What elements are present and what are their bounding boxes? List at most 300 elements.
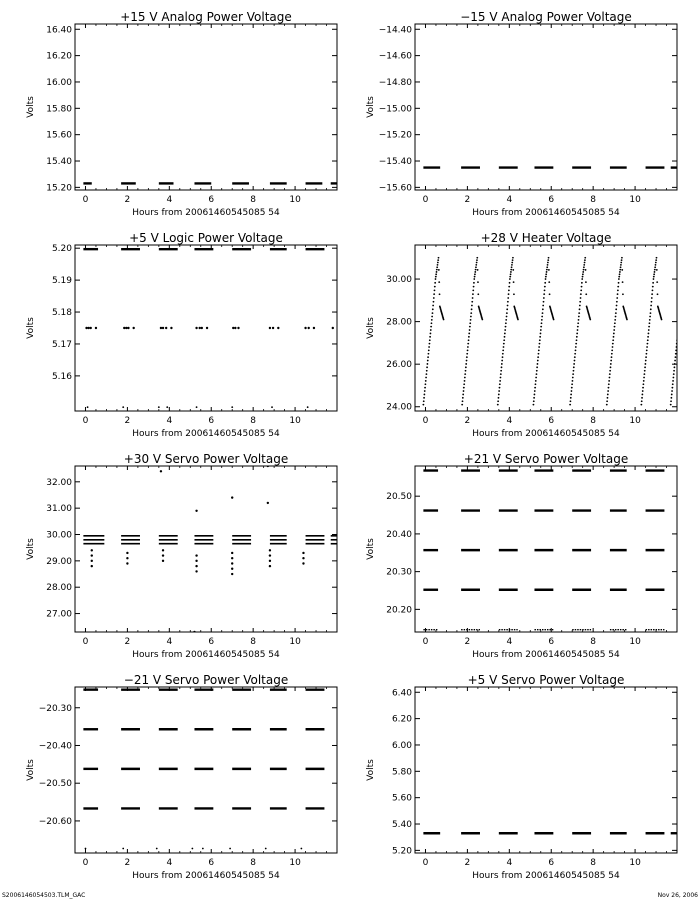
x-tick-label: 0 — [82, 637, 89, 647]
data-point — [644, 370, 646, 372]
plot-frame — [75, 24, 337, 190]
data-point — [585, 293, 587, 295]
data-point — [578, 312, 580, 314]
data-point — [575, 343, 577, 345]
data-point — [536, 370, 538, 372]
y-tick-label: 5.20 — [391, 846, 412, 857]
data-point — [670, 400, 672, 402]
data-point — [433, 301, 435, 303]
data-point — [581, 278, 583, 280]
data-point — [465, 363, 467, 365]
data-point — [475, 266, 477, 268]
data-point — [269, 554, 271, 556]
data-point — [610, 366, 612, 368]
data-point — [499, 387, 501, 389]
data-point — [571, 387, 573, 389]
data-point — [689, 315, 691, 317]
chart-panel-5 — [26, 452, 337, 660]
data-point — [642, 390, 644, 392]
data-point — [539, 343, 541, 345]
data-point — [620, 266, 622, 268]
data-point — [654, 271, 656, 273]
data-point — [423, 400, 425, 402]
data-point — [428, 346, 430, 348]
chart-title: +28 V Heater Voltage — [480, 231, 612, 245]
plot-frame — [415, 687, 677, 853]
data-point — [579, 308, 581, 310]
y-tick-label: 15.80 — [46, 104, 72, 115]
data-point — [423, 397, 425, 399]
data-point — [443, 319, 445, 321]
data-point — [127, 327, 129, 329]
x-axis-label: Hours from 20061460545085 54 — [472, 871, 620, 881]
data-point — [467, 349, 469, 351]
data-point — [431, 322, 433, 324]
data-point — [512, 269, 514, 271]
data-point — [468, 339, 470, 341]
data-point — [610, 363, 612, 365]
data-point — [571, 383, 573, 385]
data-point — [583, 264, 585, 266]
y-axis-label: Volts — [366, 759, 376, 781]
data-point — [686, 281, 688, 283]
x-tick-label: 8 — [590, 858, 597, 868]
data-point — [585, 281, 587, 283]
data-point — [234, 327, 236, 329]
plot-area — [83, 249, 334, 408]
data-point — [572, 377, 574, 379]
data-point — [577, 326, 579, 328]
data-point — [430, 326, 432, 328]
data-point — [498, 394, 500, 396]
y-tick-label: 28.00 — [386, 317, 412, 328]
data-point — [621, 259, 623, 261]
data-point — [615, 312, 617, 314]
data-point — [656, 257, 658, 259]
data-point — [549, 293, 551, 295]
data-point — [573, 370, 575, 372]
data-point — [170, 327, 172, 329]
data-point — [199, 327, 201, 329]
data-point — [681, 293, 683, 295]
footer-date-label: Nov 26, 2006 — [657, 892, 698, 899]
data-point — [511, 264, 513, 266]
data-point — [577, 329, 579, 331]
x-tick-label: 0 — [422, 416, 429, 426]
y-tick-label: 5.80 — [391, 767, 412, 778]
data-point — [680, 301, 682, 303]
x-tick-label: 2 — [124, 195, 131, 205]
data-point — [196, 406, 198, 408]
data-point — [609, 370, 611, 372]
data-point — [619, 271, 621, 273]
data-point — [498, 390, 500, 392]
data-point — [429, 336, 431, 338]
y-tick-label: 5.17 — [51, 339, 72, 350]
data-point — [535, 380, 537, 382]
data-point — [231, 557, 233, 559]
data-point — [678, 326, 680, 328]
data-point — [655, 264, 657, 266]
data-point — [506, 316, 508, 318]
data-point — [611, 356, 613, 358]
data-point — [679, 312, 681, 314]
data-point — [434, 290, 436, 292]
data-point — [613, 336, 615, 338]
data-point — [538, 346, 540, 348]
data-point — [553, 319, 555, 321]
data-point — [195, 565, 197, 567]
data-point — [671, 387, 673, 389]
data-point — [462, 397, 464, 399]
data-point — [470, 319, 472, 321]
plot-frame — [415, 24, 677, 190]
data-point — [580, 297, 582, 299]
data-point — [231, 496, 233, 498]
data-point — [166, 406, 168, 408]
data-point — [499, 380, 501, 382]
data-point — [671, 390, 673, 392]
data-point — [537, 360, 539, 362]
x-tick-label: 0 — [422, 195, 429, 205]
data-point — [548, 257, 550, 259]
data-point — [614, 319, 616, 321]
chart-panel-3 — [26, 231, 337, 439]
x-tick-label: 10 — [629, 637, 641, 647]
data-point — [512, 257, 514, 259]
x-tick-label: 10 — [629, 416, 641, 426]
data-point — [607, 394, 609, 396]
data-point — [614, 322, 616, 324]
data-point — [513, 281, 515, 283]
data-point — [678, 319, 680, 321]
data-point — [472, 290, 474, 292]
data-point — [122, 406, 124, 408]
data-point — [653, 278, 655, 280]
data-point — [472, 293, 474, 295]
data-point — [471, 301, 473, 303]
data-point — [435, 278, 437, 280]
chart-panel-7 — [26, 673, 337, 881]
y-axis-label: Volts — [366, 317, 376, 339]
data-point — [502, 349, 504, 351]
data-point — [651, 293, 653, 295]
data-point — [622, 281, 624, 283]
data-point — [616, 301, 618, 303]
data-point — [435, 273, 437, 275]
data-point — [574, 353, 576, 355]
data-point — [91, 549, 93, 551]
data-point — [673, 373, 675, 375]
data-point — [503, 346, 505, 348]
y-tick-label: 30.00 — [46, 530, 72, 541]
x-tick-label: 6 — [208, 637, 215, 647]
data-point — [544, 286, 546, 288]
chart-title: +15 V Analog Power Voltage — [120, 10, 292, 24]
y-axis-label: Volts — [366, 96, 376, 118]
data-point — [229, 848, 231, 850]
data-point — [477, 281, 479, 283]
data-point — [547, 264, 549, 266]
data-point — [674, 366, 676, 368]
data-point — [509, 282, 511, 284]
data-point — [504, 329, 506, 331]
x-tick-label: 2 — [124, 858, 131, 868]
data-point — [473, 278, 475, 280]
chart-panel-8 — [366, 673, 677, 881]
data-point — [466, 356, 468, 358]
data-point — [497, 404, 499, 406]
data-point — [162, 554, 164, 556]
x-tick-label: 6 — [548, 637, 555, 647]
data-point — [470, 312, 472, 314]
data-point — [432, 312, 434, 314]
chart-title: +30 V Servo Power Voltage — [123, 452, 289, 466]
data-point — [543, 297, 545, 299]
data-point — [683, 269, 685, 271]
data-point — [575, 346, 577, 348]
x-axis-label: Hours from 20061460545085 54 — [132, 650, 280, 660]
data-point — [126, 557, 128, 559]
data-point — [646, 349, 648, 351]
data-point — [616, 297, 618, 299]
data-point — [423, 394, 425, 396]
y-tick-label: 30.00 — [386, 275, 412, 286]
y-tick-label: 15.40 — [46, 157, 72, 168]
chart-title: −15 V Analog Power Voltage — [460, 10, 632, 24]
data-point — [620, 262, 622, 264]
y-tick-label: 6.40 — [391, 688, 412, 699]
x-tick-label: 4 — [166, 416, 173, 426]
data-point — [621, 269, 623, 271]
data-point — [508, 290, 510, 292]
y-axis-label: Volts — [26, 759, 36, 781]
data-point — [463, 387, 465, 389]
x-tick-label: 4 — [166, 195, 173, 205]
data-point — [614, 326, 616, 328]
data-point — [123, 327, 125, 329]
data-point — [425, 377, 427, 379]
data-point — [617, 286, 619, 288]
data-point — [684, 262, 686, 264]
data-point — [649, 319, 651, 321]
data-point — [90, 327, 92, 329]
data-point — [573, 366, 575, 368]
data-point — [581, 286, 583, 288]
data-point — [162, 549, 164, 551]
data-point — [436, 266, 438, 268]
data-point — [468, 333, 470, 335]
data-point — [540, 333, 542, 335]
data-point — [654, 269, 656, 271]
data-point — [670, 397, 672, 399]
data-point — [548, 269, 550, 271]
data-point — [584, 262, 586, 264]
data-point — [687, 307, 689, 309]
y-tick-label: −20.40 — [38, 741, 72, 752]
data-point — [687, 308, 689, 310]
data-point — [195, 570, 197, 572]
chart-panel-2 — [366, 10, 677, 218]
data-point — [91, 560, 93, 562]
data-point — [465, 366, 467, 368]
x-tick-label: 8 — [590, 195, 597, 205]
data-point — [511, 266, 513, 268]
x-tick-label: 10 — [289, 195, 301, 205]
data-point — [510, 273, 512, 275]
data-point — [650, 312, 652, 314]
data-point — [507, 305, 509, 307]
data-point — [689, 314, 691, 316]
data-point — [501, 366, 503, 368]
data-point — [232, 327, 234, 329]
data-point — [540, 326, 542, 328]
y-tick-label: 6.20 — [391, 714, 412, 725]
chart-title: +5 V Logic Power Voltage — [129, 231, 283, 245]
chart-title: −21 V Servo Power Voltage — [123, 673, 289, 687]
y-tick-label: 15.60 — [46, 130, 72, 141]
data-point — [643, 380, 645, 382]
y-tick-label: −14.40 — [378, 25, 412, 36]
data-point — [439, 293, 441, 295]
plot-frame — [415, 245, 677, 411]
data-point — [503, 339, 505, 341]
x-axis-label: Hours from 20061460545085 54 — [472, 208, 620, 218]
data-point — [541, 319, 543, 321]
data-point — [126, 562, 128, 564]
data-point — [469, 322, 471, 324]
data-point — [544, 290, 546, 292]
data-point — [505, 326, 507, 328]
data-point — [685, 259, 687, 261]
data-point — [653, 276, 655, 278]
data-point — [313, 327, 315, 329]
data-point — [269, 565, 271, 567]
data-point — [265, 848, 267, 850]
data-point — [428, 349, 430, 351]
data-point — [538, 353, 540, 355]
data-point — [683, 273, 685, 275]
data-point — [463, 383, 465, 385]
data-point — [570, 397, 572, 399]
data-point — [427, 363, 429, 365]
data-point — [438, 257, 440, 259]
data-point — [507, 301, 509, 303]
data-point — [626, 319, 628, 321]
data-point — [616, 305, 618, 307]
data-point — [162, 560, 164, 562]
data-point — [541, 322, 543, 324]
data-point — [426, 366, 428, 368]
x-tick-label: 0 — [82, 416, 89, 426]
data-point — [476, 257, 478, 259]
data-point — [431, 319, 433, 321]
data-point — [538, 349, 540, 351]
data-point — [673, 377, 675, 379]
data-point — [475, 269, 477, 271]
data-point — [474, 271, 476, 273]
data-point — [606, 404, 608, 406]
data-point — [675, 353, 677, 355]
y-tick-label: 16.40 — [46, 25, 72, 36]
data-point — [464, 380, 466, 382]
data-point — [467, 343, 469, 345]
data-point — [465, 370, 467, 372]
data-point — [462, 400, 464, 402]
data-point — [461, 404, 463, 406]
data-point — [620, 264, 622, 266]
data-point — [160, 470, 162, 472]
x-tick-label: 6 — [208, 195, 215, 205]
data-point — [512, 259, 514, 261]
data-point — [688, 310, 690, 312]
data-point — [534, 390, 536, 392]
y-tick-label: 20.40 — [386, 529, 412, 540]
data-point — [681, 290, 683, 292]
data-point — [536, 373, 538, 375]
data-point — [617, 293, 619, 295]
data-point — [231, 562, 233, 564]
data-point — [622, 293, 624, 295]
data-point — [675, 349, 677, 351]
data-point — [687, 309, 689, 311]
data-point — [470, 316, 472, 318]
y-tick-label: 5.18 — [51, 308, 72, 319]
data-point — [87, 327, 89, 329]
data-point — [612, 339, 614, 341]
data-point — [646, 346, 648, 348]
data-point — [272, 327, 274, 329]
x-axis-label: Hours from 20061460545085 54 — [132, 871, 280, 881]
data-point — [674, 363, 676, 365]
data-point — [589, 319, 591, 321]
y-tick-label: −20.50 — [38, 779, 72, 790]
data-point — [577, 322, 579, 324]
plot-frame — [75, 466, 337, 632]
data-point — [572, 380, 574, 382]
data-point — [430, 329, 432, 331]
data-point — [471, 308, 473, 310]
data-point — [438, 269, 440, 271]
data-point — [195, 560, 197, 562]
data-point — [429, 343, 431, 345]
data-point — [534, 394, 536, 396]
data-point — [437, 259, 439, 261]
data-point — [650, 305, 652, 307]
data-point — [574, 360, 576, 362]
data-point — [435, 276, 437, 278]
data-point — [583, 269, 585, 271]
data-point — [683, 271, 685, 273]
x-tick-label: 0 — [82, 195, 89, 205]
data-point — [332, 327, 334, 329]
data-point — [641, 394, 643, 396]
x-tick-label: 10 — [629, 858, 641, 868]
data-point — [654, 266, 656, 268]
data-point — [621, 257, 623, 259]
data-point — [505, 319, 507, 321]
x-tick-label: 0 — [422, 637, 429, 647]
data-point — [618, 276, 620, 278]
data-point — [547, 259, 549, 261]
data-point — [672, 380, 674, 382]
y-tick-label: −15.60 — [378, 183, 412, 194]
data-point — [271, 406, 273, 408]
data-point — [165, 327, 167, 329]
data-point — [647, 339, 649, 341]
data-point — [425, 383, 427, 385]
data-point — [679, 316, 681, 318]
